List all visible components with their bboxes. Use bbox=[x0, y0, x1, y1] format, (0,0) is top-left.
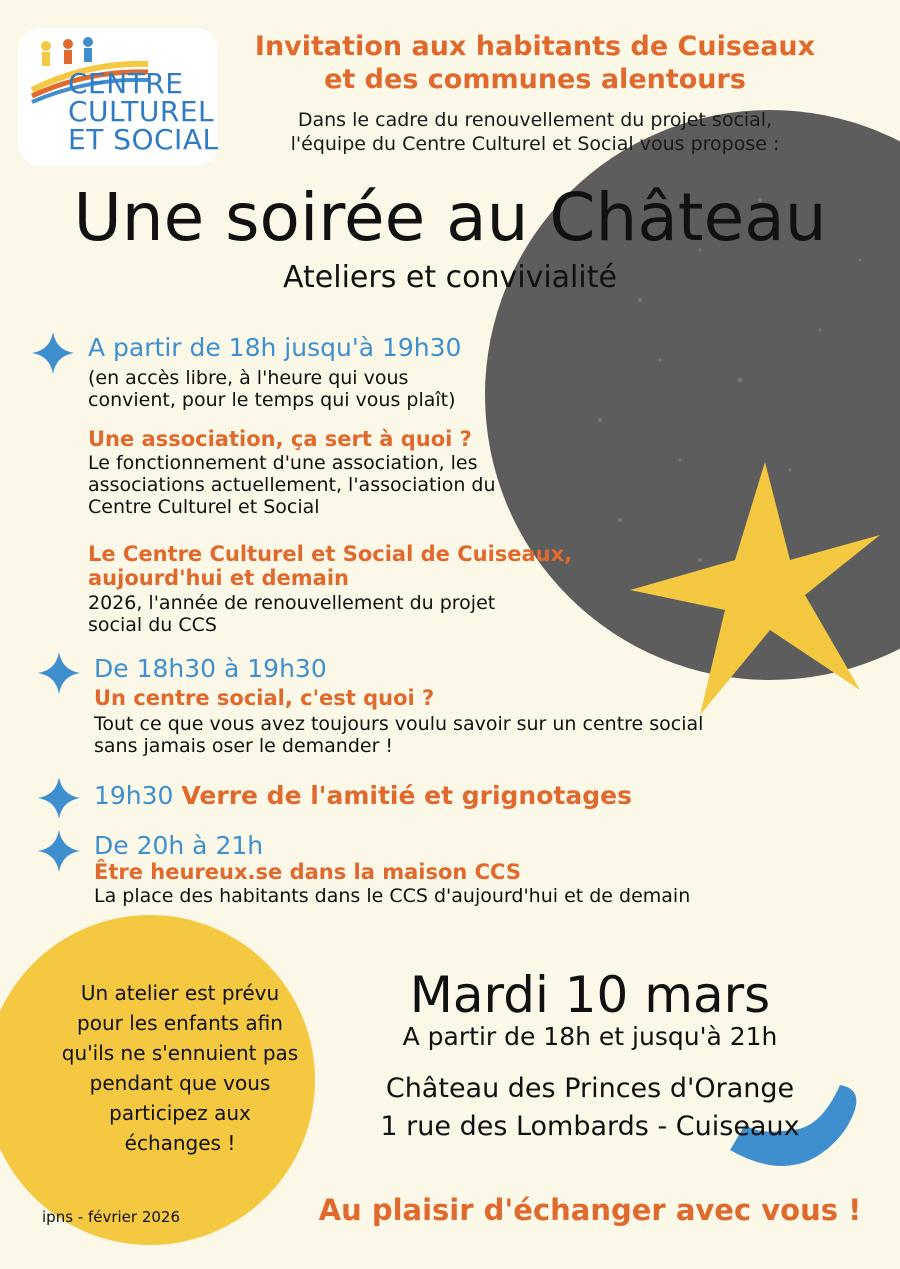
kids-note-line: pour les enfants afin bbox=[77, 1011, 283, 1035]
section-4-title: Être heureux.se dans la maison CCS bbox=[94, 860, 521, 884]
section-4-description: La place des habitants dans le CCS d'aujourd'hui et de demain bbox=[94, 885, 691, 907]
print-credit: ipns - février 2026 bbox=[42, 1208, 181, 1226]
section-2-description bbox=[94, 713, 703, 757]
activity-2-description bbox=[88, 592, 495, 636]
event-location bbox=[330, 1070, 850, 1146]
invitation-heading bbox=[225, 30, 845, 96]
event-hours: A partir de 18h et jusqu'à 21h bbox=[402, 1022, 778, 1051]
event-location-line-2: 1 rue des Lombards - Cuiseaux bbox=[380, 1111, 800, 1142]
activity-2-title-line-1: Le Centre Culturel et Social de Cuiseaux, bbox=[88, 542, 573, 566]
logo-text bbox=[68, 67, 219, 156]
activity-2-line-1: 2026, l'année de renouvellement du projet bbox=[88, 592, 496, 614]
activity-1-line-3: Centre Culturel et Social bbox=[88, 496, 320, 518]
logo-line-1: CENTRE bbox=[68, 67, 184, 100]
section-3-time: 19h30 bbox=[94, 781, 174, 810]
sparkle-icon bbox=[36, 650, 82, 696]
page-title: Une soirée au Château bbox=[73, 179, 827, 256]
logo-line-3: ET SOCIAL bbox=[68, 123, 219, 156]
section-1-note-line-1: (en accès libre, à l'heure qui vous bbox=[88, 367, 409, 389]
invitation-line-1: Invitation aux habitants de Cuiseaux bbox=[254, 31, 816, 62]
invitation-line-2: et des communes alentours bbox=[324, 64, 746, 95]
activity-1-line-2: associations actuellement, l'association du bbox=[88, 474, 496, 496]
page-subtitle: Ateliers et convivialité bbox=[283, 260, 617, 295]
activity-2-title-line-2: aujourd'hui et demain bbox=[88, 566, 349, 590]
section-2-title: Un centre social, c'est quoi ? bbox=[94, 686, 435, 710]
event-date: Mardi 10 mars bbox=[409, 966, 771, 1024]
activity-1-line-1: Le fonctionnement d'une association, les bbox=[88, 452, 478, 474]
logo-line-2: CULTUREL bbox=[68, 95, 215, 128]
section-1-note bbox=[88, 367, 456, 411]
intro-line-2: l'équipe du Centre Culturel et Social vous propose : bbox=[290, 133, 780, 155]
section-3-title: Verre de l'amitié et grignotages bbox=[181, 781, 632, 810]
sparkle-icon bbox=[30, 330, 76, 376]
activity-1-title: Une association, ça sert à quoi ? bbox=[88, 427, 472, 451]
kids-note-line: échanges ! bbox=[124, 1131, 236, 1155]
activity-2-title bbox=[88, 542, 572, 590]
section-1-note-line-2: convient, pour le temps qui vous plaît) bbox=[88, 389, 456, 411]
section-2-time: De 18h30 à 19h30 bbox=[94, 654, 327, 683]
event-location-line-1: Château des Princes d'Orange bbox=[385, 1073, 795, 1104]
kids-note-line: qu'ils ne s'ennuient pas bbox=[61, 1041, 299, 1065]
kids-note-line: pendant que vous bbox=[89, 1071, 271, 1095]
sparkle-icon bbox=[36, 828, 82, 874]
section-4-time: De 20h à 21h bbox=[94, 831, 264, 860]
kids-workshop-note bbox=[40, 978, 320, 1158]
section-2-line-1: Tout ce que vous avez toujours voulu savoir sur un centre social bbox=[94, 713, 704, 735]
section-1-time: A partir de 18h jusqu'à 19h30 bbox=[88, 333, 462, 362]
section-3-heading bbox=[94, 781, 632, 811]
intro-line-1: Dans le cadre du renouvellement du projet social, bbox=[297, 109, 773, 131]
activity-1-description bbox=[88, 452, 496, 518]
kids-note-line: participez aux bbox=[109, 1101, 251, 1125]
section-2-line-2: sans jamais oser le demander ! bbox=[94, 735, 394, 757]
closing-message: Au plaisir d'échanger avec vous ! bbox=[318, 1193, 862, 1227]
activity-2-line-2: social du CCS bbox=[88, 614, 217, 636]
intro-text bbox=[225, 108, 845, 156]
sparkle-icon bbox=[36, 775, 82, 821]
kids-note-line: Un atelier est prévu bbox=[80, 981, 280, 1005]
